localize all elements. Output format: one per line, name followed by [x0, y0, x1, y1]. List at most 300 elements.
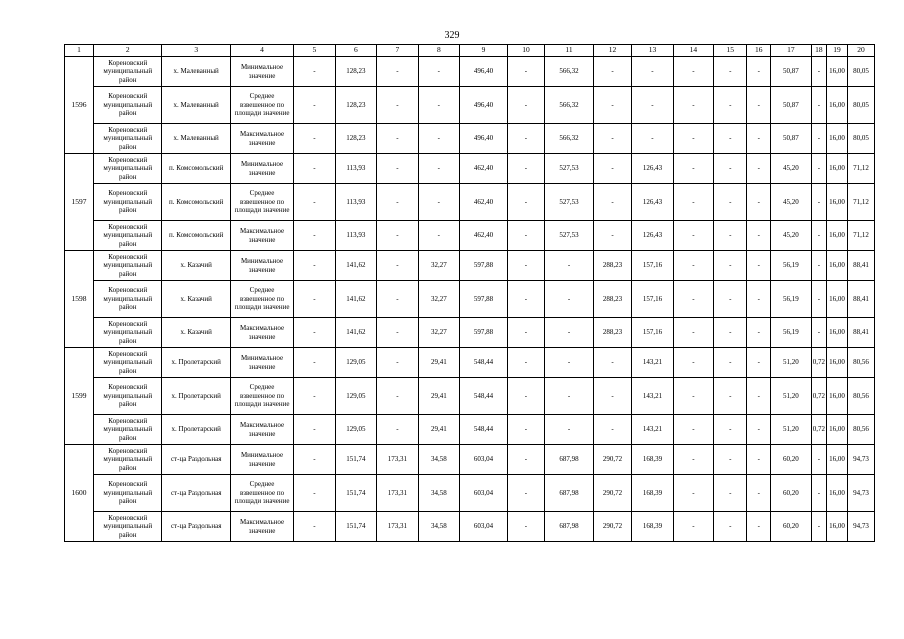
table-cell: 45,20 [771, 154, 811, 184]
table-cell: Кореновский муниципальный район [94, 318, 162, 348]
table-cell: Максимальное значение [230, 318, 293, 348]
table-cell: 113,93 [335, 154, 376, 184]
table-cell: 88,41 [847, 281, 874, 318]
table-cell: 527,53 [545, 221, 594, 251]
table-cell: 56,19 [771, 281, 811, 318]
table-cell: х. Пролетарский [162, 348, 230, 378]
table-cell: 527,53 [545, 184, 594, 221]
table-cell: - [545, 281, 594, 318]
table-cell: - [714, 87, 747, 124]
table-cell: 687,98 [545, 475, 594, 512]
table-cell: Кореновский муниципальный район [94, 124, 162, 154]
row-group-number: 1599 [65, 348, 94, 445]
table-cell: 80,56 [847, 348, 874, 378]
table-cell: - [673, 124, 713, 154]
table-cell: Кореновский муниципальный район [94, 87, 162, 124]
table-cell: п. Комсомольский [162, 154, 230, 184]
table-row [65, 87, 875, 124]
table-cell: 597,88 [460, 251, 508, 281]
table-cell: - [747, 512, 771, 542]
table-cell: - [673, 154, 713, 184]
table-cell: 129,05 [335, 378, 376, 415]
table-cell: Кореновский муниципальный район [94, 512, 162, 542]
table-cell: 29,41 [418, 378, 459, 415]
table-cell: - [545, 348, 594, 378]
table-cell: - [747, 184, 771, 221]
table-cell: 80,05 [847, 57, 874, 87]
column-header: 16 [747, 45, 771, 57]
row-group-number: 1600 [65, 445, 94, 542]
table-cell: 290,72 [593, 475, 631, 512]
row-group-number: 1597 [65, 154, 94, 251]
table-cell: - [811, 221, 827, 251]
table-cell: - [545, 415, 594, 445]
table-cell: 60,20 [771, 445, 811, 475]
table-cell: - [811, 318, 827, 348]
table-cell: - [811, 281, 827, 318]
table-cell: - [507, 87, 544, 124]
table-cell: - [377, 281, 418, 318]
table-cell: 141,62 [335, 251, 376, 281]
table-cell: Максимальное значение [230, 124, 293, 154]
table-cell: - [747, 221, 771, 251]
table-cell: 94,73 [847, 512, 874, 542]
table-cell: 603,04 [460, 512, 508, 542]
table-cell: - [507, 512, 544, 542]
table-row [65, 251, 875, 281]
table-cell: - [593, 57, 631, 87]
table-cell: Кореновский муниципальный район [94, 415, 162, 445]
table-cell: Кореновский муниципальный район [94, 251, 162, 281]
table-cell: - [294, 445, 335, 475]
table-cell: 113,93 [335, 221, 376, 251]
table-cell: 290,72 [593, 512, 631, 542]
table-cell: - [747, 475, 771, 512]
table-cell: Минимальное значение [230, 251, 293, 281]
table-cell: 288,23 [593, 281, 631, 318]
table-cell: 126,43 [632, 184, 673, 221]
table-cell: 566,32 [545, 57, 594, 87]
table-cell: - [294, 281, 335, 318]
column-header: 18 [811, 45, 827, 57]
table-cell: 141,62 [335, 281, 376, 318]
table-cell: 168,39 [632, 475, 673, 512]
table-cell: 603,04 [460, 475, 508, 512]
table-cell: - [418, 124, 459, 154]
table-cell: 168,39 [632, 445, 673, 475]
table-cell: - [294, 251, 335, 281]
table-cell: 527,53 [545, 154, 594, 184]
table-cell: 16,00 [827, 475, 848, 512]
table-cell: - [811, 251, 827, 281]
table-cell: - [673, 475, 713, 512]
table-cell: - [747, 87, 771, 124]
table-cell: 290,72 [593, 445, 631, 475]
table-cell: 50,87 [771, 124, 811, 154]
table-cell: Кореновский муниципальный район [94, 378, 162, 415]
table-cell: 16,00 [827, 378, 848, 415]
column-header: 3 [162, 45, 230, 57]
column-header: 1 [65, 45, 94, 57]
table-cell: - [507, 184, 544, 221]
table-cell: - [747, 124, 771, 154]
table-cell: 94,73 [847, 445, 874, 475]
table-cell: - [673, 221, 713, 251]
table-cell: 157,16 [632, 318, 673, 348]
table-cell: - [545, 378, 594, 415]
table-cell: - [507, 445, 544, 475]
table-cell: - [377, 251, 418, 281]
table-cell: - [418, 221, 459, 251]
table-cell: 34,58 [418, 512, 459, 542]
table-cell: 45,20 [771, 221, 811, 251]
table-cell: 16,00 [827, 251, 848, 281]
table-cell: Кореновский муниципальный район [94, 348, 162, 378]
table-cell: 71,12 [847, 184, 874, 221]
table-cell: 141,62 [335, 318, 376, 348]
table-cell: - [507, 318, 544, 348]
table-cell: 173,31 [377, 475, 418, 512]
table-cell: 16,00 [827, 318, 848, 348]
table-cell: 51,20 [771, 348, 811, 378]
header-row [65, 45, 875, 57]
table-cell: - [714, 281, 747, 318]
table-cell: - [294, 378, 335, 415]
table-cell: Среднее взвешенное по площади значение [230, 475, 293, 512]
table-cell: 16,00 [827, 57, 848, 87]
table-cell: - [507, 251, 544, 281]
table-row [65, 281, 875, 318]
table-cell: - [747, 378, 771, 415]
table-cell: 462,40 [460, 221, 508, 251]
table-cell: 126,43 [632, 154, 673, 184]
table-cell: ст-ца Раздольная [162, 445, 230, 475]
table-cell: 50,87 [771, 87, 811, 124]
table-row [65, 415, 875, 445]
table-cell: 128,23 [335, 57, 376, 87]
table-cell: 16,00 [827, 221, 848, 251]
table-cell: - [545, 318, 594, 348]
table-cell: Кореновский муниципальный район [94, 221, 162, 251]
table-cell: - [811, 475, 827, 512]
table-cell: - [593, 221, 631, 251]
table-cell: - [593, 184, 631, 221]
table-cell: 60,20 [771, 512, 811, 542]
table-cell: 34,58 [418, 445, 459, 475]
column-header: 19 [827, 45, 848, 57]
table-cell: - [714, 378, 747, 415]
table-cell: 16,00 [827, 512, 848, 542]
table-cell: п. Комсомольский [162, 184, 230, 221]
table-cell: 51,20 [771, 378, 811, 415]
table-cell: Максимальное значение [230, 512, 293, 542]
table-cell: - [377, 184, 418, 221]
table-cell: - [593, 348, 631, 378]
table-cell: - [294, 348, 335, 378]
table-cell: - [294, 154, 335, 184]
table-cell: - [747, 57, 771, 87]
table-cell: - [545, 251, 594, 281]
table-cell: 143,21 [632, 378, 673, 415]
table-cell: - [747, 415, 771, 445]
table-cell: 45,20 [771, 184, 811, 221]
table-cell: - [507, 57, 544, 87]
table-cell: - [294, 475, 335, 512]
table-cell: х. Казачий [162, 318, 230, 348]
table-cell: 29,41 [418, 348, 459, 378]
table-cell: - [377, 415, 418, 445]
table-cell: Среднее взвешенное по площади значение [230, 184, 293, 221]
table-cell: - [673, 184, 713, 221]
table-cell: - [507, 124, 544, 154]
table-cell: 288,23 [593, 251, 631, 281]
table-cell: 157,16 [632, 251, 673, 281]
table-cell: 548,44 [460, 348, 508, 378]
table-cell: - [507, 415, 544, 445]
table-cell: 0,72 [811, 348, 827, 378]
table-row [65, 221, 875, 251]
table-row [65, 475, 875, 512]
table-cell: - [747, 281, 771, 318]
table-cell: 597,88 [460, 281, 508, 318]
table-cell: 51,20 [771, 415, 811, 445]
table-cell: - [377, 154, 418, 184]
table-cell: - [593, 87, 631, 124]
table-cell: - [714, 415, 747, 445]
table-cell: х. Малеванный [162, 57, 230, 87]
table-cell: - [377, 57, 418, 87]
table-cell: Кореновский муниципальный район [94, 184, 162, 221]
table-cell: 80,05 [847, 124, 874, 154]
table-row [65, 124, 875, 154]
table-cell: 128,23 [335, 124, 376, 154]
table-cell: - [294, 124, 335, 154]
table-row [65, 184, 875, 221]
table-cell: 143,21 [632, 415, 673, 445]
table-cell: - [294, 512, 335, 542]
page-number: 329 [444, 30, 460, 41]
table-cell: 80,05 [847, 87, 874, 124]
table-cell: 173,31 [377, 512, 418, 542]
table-cell: - [673, 87, 713, 124]
column-header: 17 [771, 45, 811, 57]
table-cell: 56,19 [771, 318, 811, 348]
table-row [65, 154, 875, 184]
column-header: 11 [545, 45, 594, 57]
table-cell: 29,41 [418, 415, 459, 445]
table-cell: - [632, 57, 673, 87]
table-cell: - [377, 124, 418, 154]
column-header: 8 [418, 45, 459, 57]
table-cell: - [593, 378, 631, 415]
table-cell: - [418, 87, 459, 124]
table-cell: 128,23 [335, 87, 376, 124]
table-cell: - [507, 221, 544, 251]
table-cell: х. Казачий [162, 251, 230, 281]
column-header: 15 [714, 45, 747, 57]
table-cell: 32,27 [418, 318, 459, 348]
table-cell: 496,40 [460, 57, 508, 87]
table-cell: х. Пролетарский [162, 415, 230, 445]
table-cell: - [714, 445, 747, 475]
table-cell: 32,27 [418, 281, 459, 318]
table-cell: - [507, 378, 544, 415]
table-cell: - [673, 57, 713, 87]
table-cell: - [747, 154, 771, 184]
table-cell: 548,44 [460, 415, 508, 445]
table-cell: 80,56 [847, 415, 874, 445]
table-cell: - [811, 124, 827, 154]
table-cell: 56,19 [771, 251, 811, 281]
table-cell: 603,04 [460, 445, 508, 475]
table-cell: 566,32 [545, 124, 594, 154]
table-cell: - [294, 87, 335, 124]
table-cell: Среднее взвешенное по площади значение [230, 87, 293, 124]
table-cell: - [294, 57, 335, 87]
table-cell: 0,72 [811, 415, 827, 445]
table-cell: 687,98 [545, 512, 594, 542]
table-cell: 16,00 [827, 281, 848, 318]
table-cell: - [714, 154, 747, 184]
table-cell: - [418, 57, 459, 87]
column-header: 5 [294, 45, 335, 57]
table-cell: 597,88 [460, 318, 508, 348]
table-cell: - [377, 318, 418, 348]
table-cell: 129,05 [335, 348, 376, 378]
table-cell: - [714, 512, 747, 542]
row-group-number: 1596 [65, 57, 94, 154]
table-cell: - [714, 348, 747, 378]
table-cell: 88,41 [847, 318, 874, 348]
table-cell: Кореновский муниципальный район [94, 154, 162, 184]
table-cell: - [377, 87, 418, 124]
table-cell: Кореновский муниципальный район [94, 281, 162, 318]
table-cell: х. Казачий [162, 281, 230, 318]
table-cell: - [593, 415, 631, 445]
table-cell: 16,00 [827, 154, 848, 184]
table-row [65, 57, 875, 87]
table-cell: Среднее взвешенное по площади значение [230, 281, 293, 318]
column-header: 13 [632, 45, 673, 57]
table-cell: - [747, 251, 771, 281]
table-cell: - [673, 378, 713, 415]
table-cell: - [294, 415, 335, 445]
table-cell: 16,00 [827, 348, 848, 378]
table-cell: 113,93 [335, 184, 376, 221]
table-cell: - [673, 415, 713, 445]
table-cell: - [811, 154, 827, 184]
table-cell: 16,00 [827, 184, 848, 221]
table-cell: 16,00 [827, 415, 848, 445]
table-cell: 173,31 [377, 445, 418, 475]
table-cell: - [418, 154, 459, 184]
row-group-number: 1598 [65, 251, 94, 348]
table-cell: Минимальное значение [230, 445, 293, 475]
table-cell: - [714, 475, 747, 512]
table-cell: 496,40 [460, 124, 508, 154]
table-cell: - [673, 251, 713, 281]
table-cell: - [593, 154, 631, 184]
column-header: 14 [673, 45, 713, 57]
table-cell: ст-ца Раздольная [162, 475, 230, 512]
table-cell: 16,00 [827, 87, 848, 124]
table-row [65, 348, 875, 378]
table-cell: 462,40 [460, 154, 508, 184]
table-cell: - [377, 378, 418, 415]
table-cell: 129,05 [335, 415, 376, 445]
table-cell: Кореновский муниципальный район [94, 475, 162, 512]
column-header: 6 [335, 45, 376, 57]
table-cell: 32,27 [418, 251, 459, 281]
table-cell: 151,74 [335, 475, 376, 512]
table-cell: х. Пролетарский [162, 378, 230, 415]
table-cell: - [714, 124, 747, 154]
table-cell: 16,00 [827, 445, 848, 475]
table-cell: - [747, 318, 771, 348]
table-cell: Максимальное значение [230, 415, 293, 445]
table-cell: - [377, 221, 418, 251]
table-cell: - [714, 318, 747, 348]
table-cell: - [673, 281, 713, 318]
table-cell: Минимальное значение [230, 348, 293, 378]
table-cell: х. Малеванный [162, 124, 230, 154]
table-cell: - [294, 184, 335, 221]
table-row [65, 378, 875, 415]
table-cell: - [507, 348, 544, 378]
table-cell: - [593, 124, 631, 154]
table-cell: - [377, 348, 418, 378]
table-cell: Кореновский муниципальный район [94, 57, 162, 87]
table-cell: 16,00 [827, 124, 848, 154]
table-cell: - [673, 445, 713, 475]
table-cell: 687,98 [545, 445, 594, 475]
table-cell: 88,41 [847, 251, 874, 281]
table-cell: - [811, 445, 827, 475]
column-header: 9 [460, 45, 508, 57]
table-cell: 80,56 [847, 378, 874, 415]
table-cell: - [673, 348, 713, 378]
table-cell: х. Малеванный [162, 87, 230, 124]
table-cell: 126,43 [632, 221, 673, 251]
table-cell: Максимальное значение [230, 221, 293, 251]
table-cell: 0,72 [811, 378, 827, 415]
table-cell: 71,12 [847, 221, 874, 251]
table-cell: 168,39 [632, 512, 673, 542]
table-row [65, 512, 875, 542]
table-cell: 566,32 [545, 87, 594, 124]
table-cell: 151,74 [335, 445, 376, 475]
table-cell: - [811, 184, 827, 221]
table-cell: Минимальное значение [230, 57, 293, 87]
column-header: 10 [507, 45, 544, 57]
data-table [64, 44, 875, 542]
table-cell: Среднее взвешенное по площади значение [230, 378, 293, 415]
table-cell: 71,12 [847, 154, 874, 184]
table-cell: - [714, 251, 747, 281]
table-cell: - [747, 348, 771, 378]
column-header: 2 [94, 45, 162, 57]
table-cell: - [632, 87, 673, 124]
table-cell: Кореновский муниципальный район [94, 445, 162, 475]
table-cell: 151,74 [335, 512, 376, 542]
table-cell: - [811, 512, 827, 542]
table-cell: Минимальное значение [230, 154, 293, 184]
table-cell: 496,40 [460, 87, 508, 124]
table-cell: 143,21 [632, 348, 673, 378]
column-header: 4 [230, 45, 293, 57]
table-cell: - [507, 281, 544, 318]
table-cell: 60,20 [771, 475, 811, 512]
